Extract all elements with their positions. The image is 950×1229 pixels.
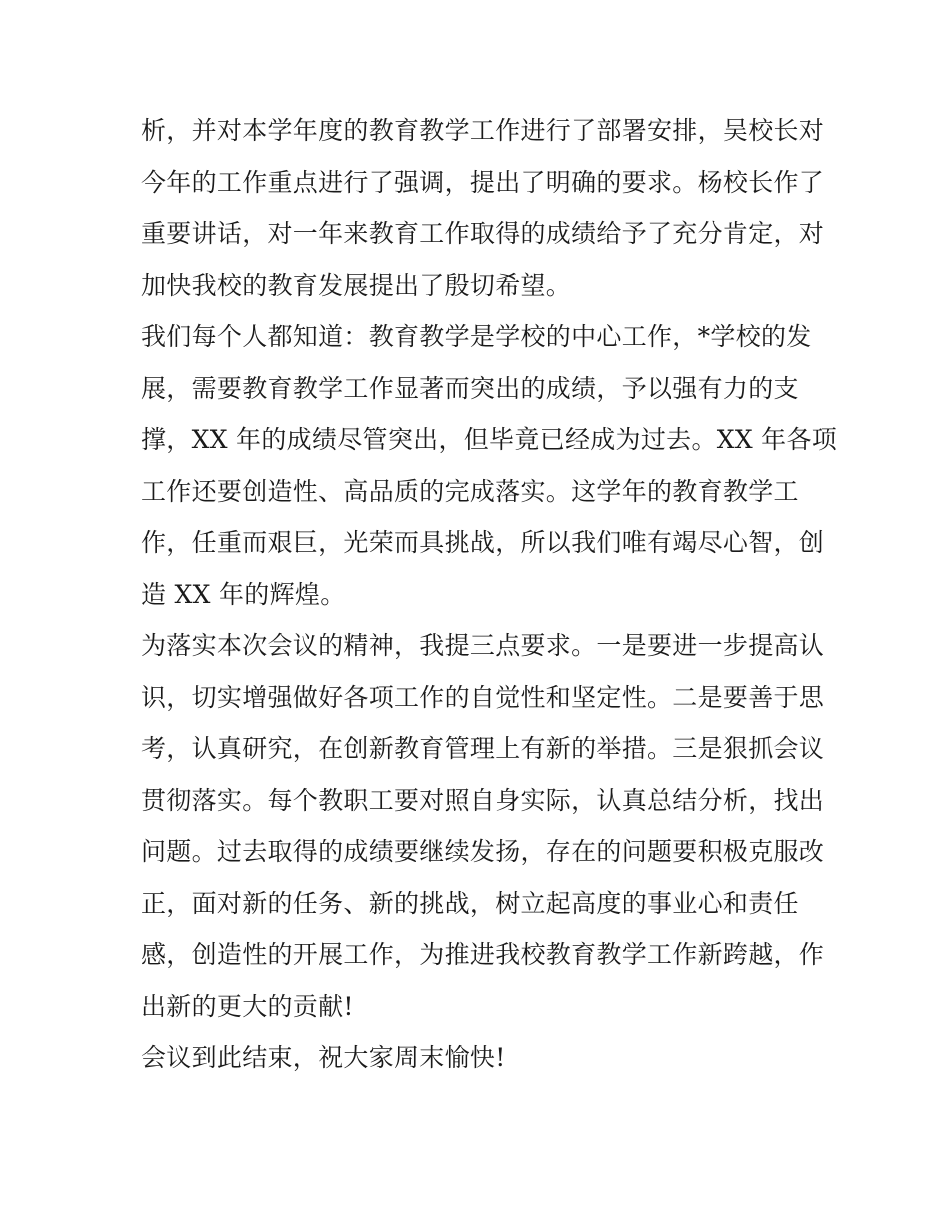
text-line: 为落实本次会议的精神，我提三点要求。一是要进一步提高认 [141,631,825,660]
text-line: 问题。过去取得的成绩要继续发扬，存在的问题要积极克服改 [141,837,825,866]
text-line: 加快我校的教育发展提出了殷切希望。 [141,270,572,300]
text-line: 正，面对新的任务、新的挑战，树立起高度的事业心和责任 [141,888,799,918]
document-body [141,105,838,1084]
text-line: 会议到此结束，祝大家周末愉快! [141,1043,506,1072]
text-line: 考，认真研究，在创新教育管理上有新的举措。三是狠抓会议 [141,734,825,763]
text-line: 作，任重而艰巨，光荣而具挑战，所以我们唯有竭尽心智，创 [141,528,825,557]
text-line: 析，并对本学年度的教育教学工作进行了部署安排，吴校长对 [141,116,825,145]
text-line: 重要讲话，对一年来教育工作取得的成绩给予了充分肯定，对 [141,219,825,248]
text-line: 出新的更大的贡献! [141,991,354,1021]
text-line: 造 XX 年的辉煌。 [141,579,346,609]
text-line: 感，创造性的开展工作，为推进我校教育教学工作新跨越，作 [141,940,825,969]
text-line: 撑，XX 年的成绩尽管突出，但毕竟已经成为过去。XX 年各项 [141,425,838,454]
text-line: 今年的工作重点进行了强调，提出了明确的要求。杨校长作了 [141,167,825,197]
text-line: 工作还要创造性、高品质的完成落实。这学年的教育教学工 [141,476,799,506]
text-line: 我们每个人都知道：教育教学是学校的中心工作，*学校的发 [141,322,812,351]
text-line: 展，需要教育教学工作显著而突出的成绩，予以强有力的支 [141,373,799,403]
text-line: 贯彻落实。每个教职工要对照自身实际，认真总结分析，找出 [141,785,825,815]
text-line: 识，切实增强做好各项工作的自觉性和坚定性。二是要善于思 [141,682,825,712]
